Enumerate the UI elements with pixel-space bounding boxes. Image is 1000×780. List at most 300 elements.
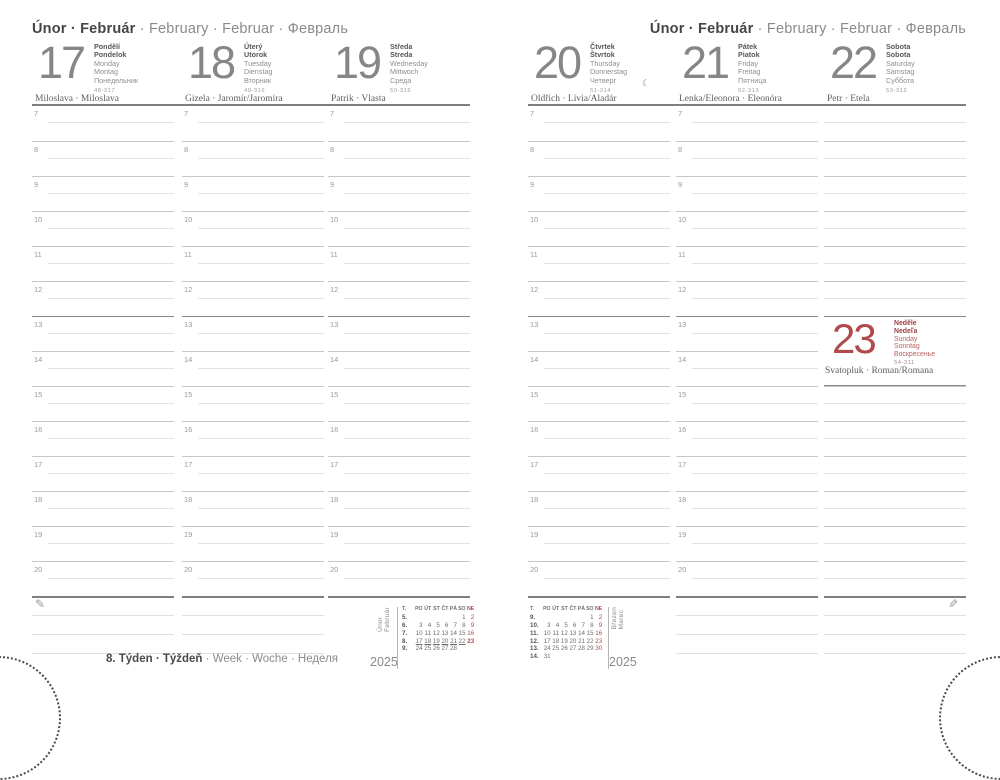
minical-month-label [377,607,391,632]
minical-day [440,614,449,622]
minical-month-word: Február [384,607,391,632]
minical-day: 16 [595,629,603,637]
half-hour-rule [692,298,818,299]
minical-day: 31 [543,653,551,661]
minical-day [568,614,577,622]
day-name-bold: Úterý [244,42,263,51]
hour-label: 15 [34,390,43,399]
hour-label: 18 [678,495,687,504]
minical-day: 6 [444,621,449,629]
minical-day: 21 [450,637,457,645]
minical-day [457,645,466,653]
half-hour-rule [692,122,818,123]
day-of-year: 50-315 [390,87,412,94]
minical-month-label [611,607,625,629]
minical-day: 4 [427,621,432,629]
minical-day: 21 [578,637,585,645]
minical-week-number: 9. [530,613,536,621]
half-hour-rule [544,158,670,159]
hour-label: 18 [34,495,43,504]
hour-row [528,561,670,596]
half-hour-rule [544,368,670,369]
hour-label: 20 [678,565,687,574]
hour-row [676,386,818,421]
hour-label: 7 [678,109,683,118]
notes-rule [676,635,818,654]
nameday-label: Patrik · Vlasta [331,94,386,104]
hour-row [182,456,324,491]
hour-row [528,281,670,316]
hour-label: 18 [530,495,539,504]
day-of-year: 53-312 [886,87,908,94]
day-name: Четверг [590,75,617,85]
hour-row [676,526,818,561]
half-hour-rule [692,263,818,264]
hour-row [328,176,470,211]
day-name-bold: Streda [390,50,413,60]
minical-week-number: 9. [402,645,408,653]
minical-day: 19 [560,637,568,645]
hour-label: 10 [34,215,43,224]
minical-week-number: 10. [530,621,539,629]
minical-day: 22 [586,637,594,645]
hour-label: 11 [330,250,338,259]
nameday-label: Svatopluk · Roman/Romana [825,366,934,376]
minical-day: 6 [572,621,577,629]
day-number: 23 [832,315,875,362]
minical-weekcol-header: T. [402,606,407,612]
hour-row [824,386,966,421]
hour-row [32,316,174,351]
notes-rule [824,616,966,635]
minical-day [594,653,603,661]
hour-row [32,106,174,141]
day-name-labels [244,43,272,95]
minical-day [542,614,551,622]
half-hour-rule [344,158,470,159]
minical-day: 25 [424,645,432,653]
hour-label: 17 [330,460,339,469]
half-hour-rule [198,438,324,439]
minical-divider-right [608,607,609,669]
minical-week-number: 8. [402,637,408,645]
hour-label: 12 [330,285,339,294]
day-header [824,37,966,106]
day-name-bold: Sobota [886,42,911,51]
half-hour-rule [824,158,966,159]
day-name-labels [390,43,428,95]
half-hour-rule [344,438,470,439]
hour-label: 17 [678,460,687,469]
half-hour-rule [692,543,818,544]
hour-row [182,176,324,211]
minical-day-header: SO [458,606,466,612]
half-hour-rule [692,158,818,159]
hour-row [182,561,324,596]
minical-month-word: Březen [611,607,618,630]
minical-day: 19 [432,637,440,645]
hour-label: 14 [530,355,539,364]
minical-month-word: Únor [377,616,384,632]
hour-row [182,351,324,386]
month-title-left [32,21,348,37]
hour-row [676,141,818,176]
half-hour-rule [692,438,818,439]
mini-calendar [530,606,602,661]
minical-day: 17 [415,637,423,645]
day-name-labels [886,43,915,95]
hour-row [528,176,670,211]
hour-row [824,526,966,561]
hour-label: 11 [34,250,42,259]
hour-row [32,141,174,176]
hour-label: 11 [184,250,192,259]
hour-label: 9 [184,180,189,189]
day-name-bold: Neděle [894,320,917,327]
hour-label: 7 [530,109,535,118]
day-name: Sonntag [894,343,920,351]
notes-rule [32,635,174,654]
minical-day: 5 [564,621,568,629]
hour-label: 9 [530,180,535,189]
hour-label: 9 [34,180,39,189]
hour-row [528,351,670,386]
hour-row [328,351,470,386]
half-hour-rule [198,228,324,229]
day-name: Пятница [738,75,767,85]
minical-day: 2 [598,613,603,621]
corner-perforation-arc [0,656,61,780]
notes-area [182,597,324,654]
hour-row [528,456,670,491]
day-time-grid [182,106,324,598]
hour-row [182,421,324,456]
minical-day: 11 [552,629,560,637]
year-label-right: 2025 [609,655,637,669]
hour-row [824,176,966,211]
day-name: Freitag [738,67,761,77]
nameday-label: Oldřich · Lívia/Aladár [531,94,617,104]
minical-day [448,614,457,622]
hour-label: 16 [184,425,193,434]
day-number: 21 [682,37,729,88]
day-number: 17 [38,37,85,88]
minical-day: 3 [419,621,423,629]
day-name: Tuesday [244,58,272,68]
half-hour-rule [48,368,174,369]
hour-label: 14 [330,355,339,364]
nameday-label: Miloslava · Miloslava [35,94,119,104]
minical-day: 2 [470,613,475,621]
minical-day [559,614,568,622]
hour-label: 17 [34,460,43,469]
half-hour-rule [544,508,670,509]
minical-day [576,614,585,622]
half-hour-rule [692,578,818,579]
day-name-labels [894,320,935,368]
minical-day: 7 [453,621,457,629]
hour-label: 12 [184,285,193,294]
hour-label: 18 [330,495,339,504]
day-name-bold: Piatok [738,50,760,60]
day-name-bold: Utorok [244,50,268,60]
minical-day [414,614,423,622]
minical-day: 27 [441,645,449,653]
half-hour-rule [48,193,174,194]
minical-day: 14 [450,629,457,637]
minical-day-header: SO [586,606,594,612]
hour-label: 17 [184,460,193,469]
half-hour-rule [824,193,966,194]
hour-label: 8 [184,145,189,154]
half-hour-rule [692,473,818,474]
minical-day: 23 [595,637,603,645]
hour-row [528,106,670,141]
minical-day: 13 [569,629,577,637]
day-number: 20 [534,37,581,88]
hour-label: 10 [330,215,339,224]
half-hour-rule [692,193,818,194]
hour-row [676,456,818,491]
hour-label: 7 [330,109,335,118]
hour-label: 19 [678,530,687,539]
hour-row [676,246,818,281]
day-number: 22 [830,37,877,88]
hour-label: 15 [678,390,687,399]
minical-day: 1 [590,613,594,621]
day-name: Wednesday [390,58,428,68]
minical-week-number: 5. [402,613,408,621]
hour-row [328,456,470,491]
hour-row [32,281,174,316]
hour-label: 11 [678,250,686,259]
half-hour-rule [198,473,324,474]
notes-area [32,597,174,654]
hour-row [182,281,324,316]
hour-row [824,246,966,281]
hour-row [676,421,818,456]
half-hour-rule [344,122,470,123]
half-hour-rule [198,578,324,579]
hour-row [528,491,670,526]
notes-rule [182,597,324,616]
half-hour-rule [824,122,966,123]
day-name-bold: Pondělí [94,42,120,51]
half-hour-rule [198,122,324,123]
hour-label: 15 [184,390,193,399]
pencil-icon: ✎ [35,597,46,611]
half-hour-rule [544,333,670,334]
hour-label: 12 [678,285,687,294]
minical-day-header: ÚT [552,606,560,612]
notes-rule [182,616,324,635]
minical-day [431,614,440,622]
minical-day-header: PO [543,606,551,612]
hour-row [824,561,966,596]
day-name-bold: Nedeľa [894,327,918,335]
hour-label: 9 [330,180,335,189]
half-hour-rule [344,508,470,509]
day-name: Sunday [894,335,918,343]
minical-week-number: 12. [530,637,539,645]
hour-label: 8 [330,145,335,154]
half-hour-rule [824,508,966,509]
half-hour-rule [344,193,470,194]
hour-label: 20 [34,565,43,574]
minical-day-header: PO [415,606,423,612]
half-hour-rule [692,508,818,509]
hour-label: 11 [530,250,538,259]
half-hour-rule [824,228,966,229]
hour-row [32,526,174,561]
minical-day: 23 [467,637,475,645]
hour-label: 10 [530,215,539,224]
hour-row [32,351,174,386]
hour-row [328,106,470,141]
half-hour-rule [344,543,470,544]
minical-day: 28 [578,645,585,653]
minical-day: 14 [578,629,585,637]
notes-rule [32,597,174,616]
hour-row [676,316,818,351]
minical-day: 15 [586,629,594,637]
month-title-intl: · February · Februar · Февраль [135,21,349,37]
minical-day: 10 [415,629,423,637]
day-of-year: 52-313 [738,87,760,94]
minical-day-header: NE [466,606,475,612]
half-hour-rule [198,263,324,264]
minical-day-header: ČT [569,606,577,612]
minical-day: 24 [415,645,423,653]
hour-label: 13 [184,320,193,329]
hour-row [182,106,324,141]
day-name: Dienstag [244,67,273,77]
minical-day: 17 [543,637,551,645]
hour-label: 13 [530,320,539,329]
day-name: Friday [738,58,758,68]
hour-row [824,491,966,526]
minical-week-number: 6. [402,621,408,629]
half-hour-rule [824,578,966,579]
hour-label: 13 [330,320,339,329]
day-header [32,37,174,106]
minical-day: 26 [560,645,568,653]
minical-day: 1 [462,613,466,621]
half-hour-rule [544,263,670,264]
hour-label: 8 [530,145,535,154]
hour-row [182,526,324,561]
minical-day: 9 [598,621,603,629]
half-hour-rule [344,298,470,299]
half-hour-rule [198,403,324,404]
hour-row [676,106,818,141]
minical-day-header: ÚT [424,606,432,612]
minical-day: 25 [552,645,560,653]
minical-week-number: 7. [402,629,408,637]
day-name-bold: Čtvrtek [590,42,615,51]
minical-day: 26 [432,645,440,653]
minical-day: 15 [458,629,466,637]
hour-row [824,281,966,316]
half-hour-rule [48,122,174,123]
hour-label: 9 [678,180,683,189]
day-time-grid [824,106,966,598]
hour-row [824,456,966,491]
minical-day-header: ST [433,606,440,612]
notes-rule [824,597,966,616]
half-hour-rule [198,508,324,509]
minical-day [423,614,432,622]
minical-day: 18 [424,637,432,645]
minical-day: 29 [586,645,594,653]
month-title-local: Únor · Február [649,21,754,37]
hour-row [328,561,470,596]
hour-label: 15 [330,390,339,399]
half-hour-rule [344,473,470,474]
minical-day [576,653,585,661]
half-hour-rule [198,543,324,544]
half-hour-rule [544,578,670,579]
half-hour-rule [344,333,470,334]
hour-row [676,561,818,596]
hour-row [182,491,324,526]
day-name-bold: Pátek [738,42,758,51]
minical-week-number: 13. [530,645,539,653]
day-name: Воскресенье [894,351,936,359]
notes-rule [676,616,818,635]
minical-day: 4 [555,621,560,629]
month-title-intl: · February · Februar · Февраль [753,21,966,37]
minical-month-word: Marec [618,609,625,630]
half-hour-rule [692,228,818,229]
minical-day: 8 [590,621,594,629]
hour-label: 7 [184,109,189,118]
minical-day-header: NE [594,606,603,612]
week-footer [32,653,412,665]
corner-perforation-arc [939,656,1000,780]
half-hour-rule [48,508,174,509]
day-name: Samstag [886,67,915,77]
hour-label: 12 [530,285,539,294]
sunday-header [824,316,966,386]
half-hour-rule [48,403,174,404]
minical-day: 9 [470,621,475,629]
nameday-label: Gizela · Jaromír/Jaromíra [185,94,283,104]
half-hour-rule [344,228,470,229]
minical-day: 5 [436,621,440,629]
half-hour-rule [344,578,470,579]
minical-day [551,653,560,661]
minical-day: 12 [560,629,568,637]
minical-day: 16 [467,629,475,637]
hour-row [676,211,818,246]
half-hour-rule [544,228,670,229]
day-name: Mittwoch [390,67,419,77]
minical-day: 27 [569,645,577,653]
hour-row [32,491,174,526]
hour-row [824,106,966,141]
hour-row [676,351,818,386]
half-hour-rule [48,298,174,299]
hour-row [182,141,324,176]
month-title-local: Únor · Február [32,21,136,37]
hour-label: 13 [678,320,687,329]
hour-row [32,456,174,491]
minical-day: 24 [543,645,551,653]
half-hour-rule [48,228,174,229]
half-hour-rule [48,158,174,159]
hour-label: 14 [34,355,43,364]
